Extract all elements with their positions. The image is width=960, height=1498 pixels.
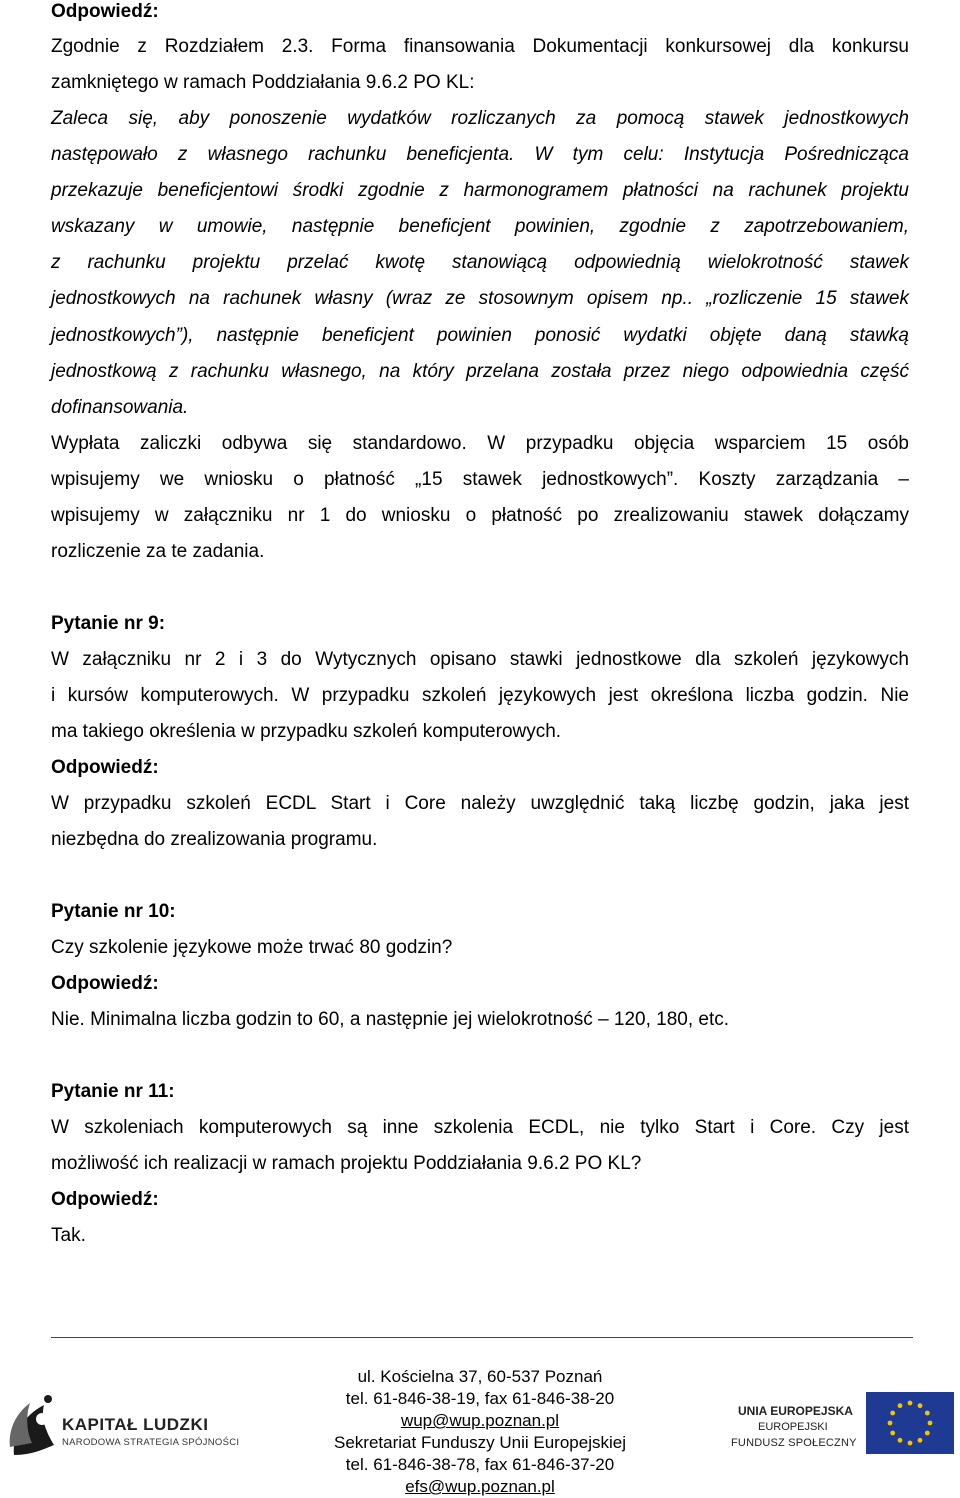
question-heading: Pytanie nr 9: [51, 613, 166, 634]
paragraph-line: Tak. [51, 1225, 86, 1246]
paragraph-line-italic: jednostkowych na rachunek własny (wraz ze stosownym opisem np.. „rozliczenie 15 stawek [51, 288, 909, 309]
footer-email-link[interactable]: efs@wup.poznan.pl [405, 1477, 555, 1496]
eu-star-icon [888, 1421, 893, 1426]
paragraph-line: wpisujemy w załączniku nr 1 do wniosku o płatność po zrealizowaniu stawek dołączamy [51, 505, 909, 526]
eu-logo-line1: UNIA EUROPEJSKA [738, 1404, 853, 1418]
paragraph-line: W szkoleniach komputerowych są inne szkolenia ECDL, nie tylko Start i Core. Czy jest [51, 1117, 909, 1138]
kapital-ludzki-title: KAPITAŁ LUDZKI [62, 1415, 209, 1434]
kapital-ludzki-emblem-icon [10, 1395, 54, 1455]
eu-flag-icon [866, 1392, 954, 1454]
eu-star-icon [898, 1403, 903, 1408]
paragraph-line: W przypadku szkoleń ECDL Start i Core należy uwzględnić taką liczbę godzin, jaka jest [51, 793, 909, 814]
answer-heading: Odpowiedź: [51, 1, 159, 22]
eu-star-icon [908, 1441, 913, 1446]
answer-heading: Odpowiedź: [51, 757, 159, 778]
paragraph-line: zamkniętego w ramach Poddziałania 9.6.2 PO KL: [51, 72, 475, 93]
paragraph-line: możliwość ich realizacji w ramach projektu Poddziałania 9.6.2 PO KL? [51, 1153, 642, 1174]
paragraph-line: Czy szkolenie językowe może trwać 80 godzin? [51, 937, 453, 958]
paragraph-line: ma takiego określenia w przypadku szkoleń komputerowych. [51, 721, 562, 742]
paragraph-line: Zgodnie z Rozdziałem 2.3. Forma finansowania Dokumentacji konkursowej dla konkursu [51, 36, 909, 57]
footer-phone: tel. 61-846-38-19, fax 61-846-38-20 [345, 1389, 615, 1408]
eu-star-icon [925, 1431, 930, 1436]
eu-star-icon [925, 1411, 930, 1416]
eu-star-icon [890, 1431, 895, 1436]
paragraph-line: rozliczenie za te zadania. [51, 541, 265, 562]
footer-department: Sekretariat Funduszy Unii Europejskiej [334, 1433, 626, 1452]
paragraph-line-italic: jednostkową z rachunku własnego, na który przelana została przez niego odpowiednia część [51, 361, 909, 382]
paragraph-line-italic: z rachunku projektu przelać kwotę stanowiącą odpowiednią wielokrotność stawek [51, 252, 909, 273]
paragraph-line-italic: jednostkowych”), następnie beneficjent powinien ponosić wydatki objęte daną stawką [51, 325, 909, 346]
answer-heading: Odpowiedź: [51, 973, 159, 994]
paragraph-line-italic: wskazany w umowie, następnie beneficjent powinien, zgodnie z zapotrzebowaniem, [51, 216, 909, 237]
paragraph-line-italic: dofinansowania. [51, 397, 189, 418]
eu-star-icon [918, 1403, 923, 1408]
question-heading: Pytanie nr 11: [51, 1081, 175, 1102]
paragraph-line-italic: Zaleca się, aby ponoszenie wydatków rozliczanych za pomocą stawek jednostkowych [51, 108, 909, 129]
footer-email-link[interactable]: wup@wup.poznan.pl [400, 1411, 560, 1430]
paragraph-line-italic: przekazuje beneficjentowi środki zgodnie z harmonogramem płatności na rachunek projektu [51, 180, 909, 201]
paragraph-line: Nie. Minimalna liczba godzin to 60, a następnie jej wielokrotność – 120, 180, etc. [51, 1009, 730, 1030]
eu-star-icon [908, 1401, 913, 1406]
paragraph-line: wpisujemy we wniosku o płatność „15 stawek jednostkowych”. Koszty zarządzania – [51, 469, 909, 490]
footer-divider [51, 1337, 913, 1338]
eu-star-icon [928, 1421, 933, 1426]
eu-logo-line2: EUROPEJSKI [758, 1421, 828, 1433]
paragraph-line: i kursów komputerowych. W przypadku szkoleń językowych jest określona liczba godzin. Nie [51, 685, 909, 706]
eu-star-icon [898, 1438, 903, 1443]
eu-star-icon [890, 1411, 895, 1416]
paragraph-line-italic: następowało z własnego rachunku beneficjenta. W tym celu: Instytucja Pośrednicząca [51, 144, 909, 165]
paragraph-line: niezbędna do zrealizowania programu. [51, 829, 378, 850]
answer-heading: Odpowiedź: [51, 1189, 159, 1210]
eu-star-icon [918, 1438, 923, 1443]
eu-logo-line3: FUNDUSZ SPOŁECZNY [731, 1437, 857, 1449]
footer-address: ul. Kościelna 37, 60-537 Poznań [357, 1367, 603, 1386]
paragraph-line: Wypłata zaliczki odbywa się standardowo. W przypadku objęcia wsparciem 15 osób [51, 433, 909, 454]
footer-phone: tel. 61-846-38-78, fax 61-846-37-20 [345, 1455, 615, 1474]
question-heading: Pytanie nr 10: [51, 901, 176, 922]
paragraph-line: W załączniku nr 2 i 3 do Wytycznych opisano stawki jednostkowe dla szkoleń językowych [51, 649, 909, 670]
kapital-ludzki-subtitle: NARODOWA STRATEGIA SPÓJNOŚCI [62, 1437, 240, 1448]
